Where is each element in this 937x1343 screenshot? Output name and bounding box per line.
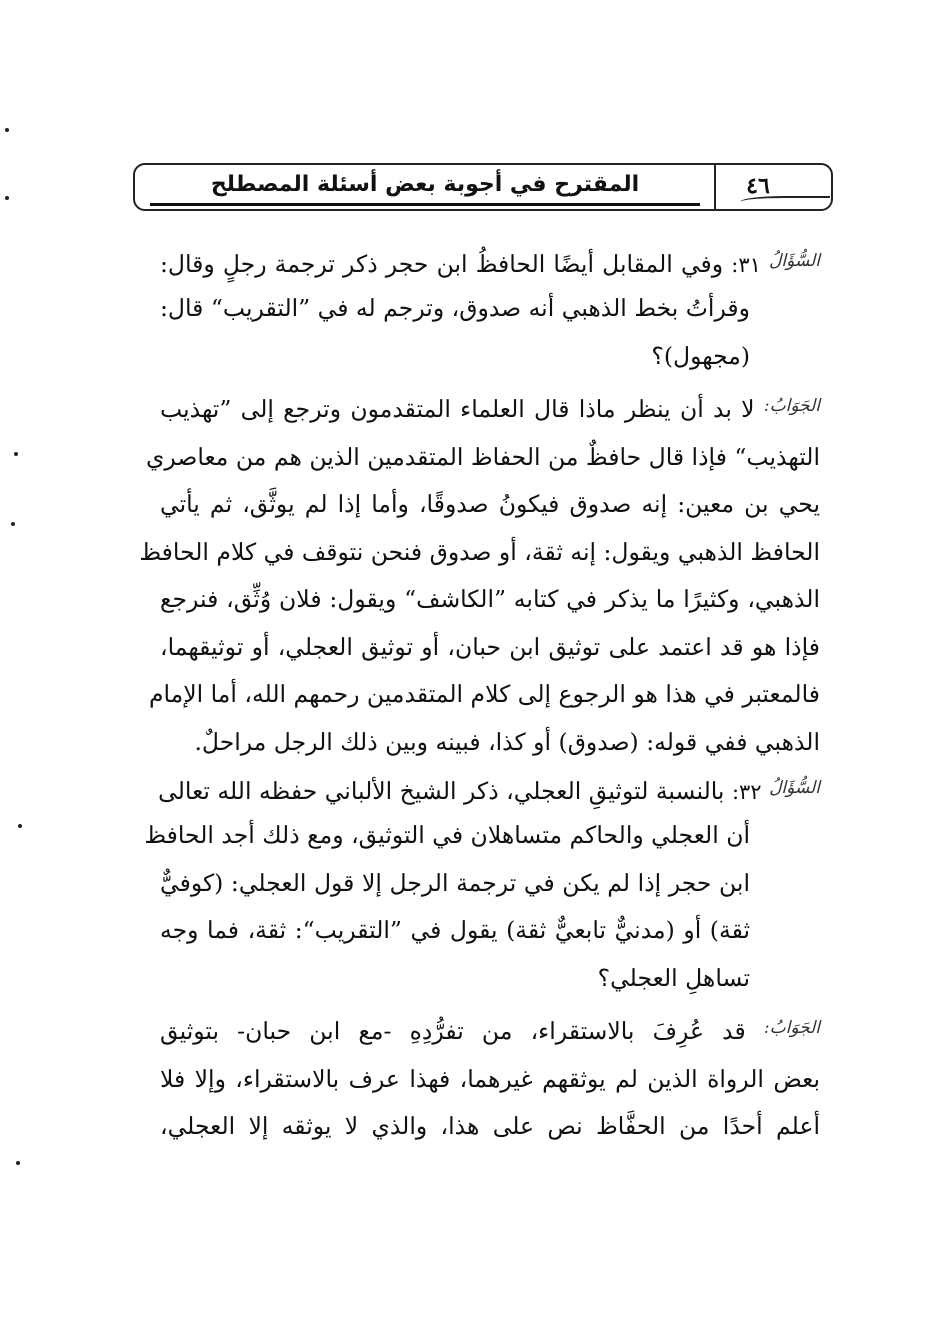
answer-marker: الجَوَابُ: <box>763 1018 820 1038</box>
question-number: ٣٢: <box>731 780 762 804</box>
question-32-line-1 <box>160 765 820 817</box>
text-line: ابن حجر إذا لم يكن في ترجمة الرجل إلا قول العجلي: (كوفيٌّ <box>160 868 750 897</box>
scan-speck <box>11 522 15 526</box>
scan-speck <box>16 1161 20 1165</box>
answer-32 <box>160 1005 820 1151</box>
text-line: لا بد أن ينظر ماذا قال العلماء المتقدمون وترجع إلى ”تهذيب <box>160 395 755 423</box>
text-line: بالنسبة لتوثيقِ العجلي، ذكر الشيخ الألباني حفظه الله تعالى <box>158 777 725 805</box>
text-line: فإذا هو قد اعتمد على توثيق ابن حبان، أو توثيق العجلي، أو توثيقهما، <box>160 632 820 661</box>
question-31 <box>160 238 820 290</box>
question-31-line-1 <box>160 238 820 290</box>
answer-marker: الجَوَابُ: <box>763 396 820 416</box>
question-32-continuation <box>144 812 750 1002</box>
question-marker: السُّؤَالُ <box>769 251 820 271</box>
running-header-title: المقترح في أجوبة بعض أسئلة المصطلح <box>150 169 700 206</box>
question-32 <box>160 765 820 817</box>
question-31-continuation <box>160 285 750 380</box>
text-line: يحي بن معين: إنه صدوق فيكونُ صدوقًا، وأما إذا لم يوثَّق، ثم يأتي <box>160 490 820 518</box>
scan-speck <box>14 452 18 456</box>
text-line: تساهلِ العجلي؟ <box>597 963 750 992</box>
text-line: أعلم أحدًا من الحفَّاظ نص على هذا، والذي لا يوثقه إلا العجلي، <box>160 1112 820 1140</box>
text-line: ثقة) أو (مدنيٌّ تابعيٌّ ثقة) يقول في ”التقريب“: ثقة، فما وجه <box>160 916 750 944</box>
text-line: أن العجلي والحاكم متساهلان في التوثيق، ومع ذلك أجد الحافظ <box>144 821 750 849</box>
text-line: الذهبي ففي قوله: (صدوق) أو كذا، فبينه وبين ذلك الرجل مراحلٌ. <box>194 727 820 756</box>
text-line: الذهبي، وكثيرًا ما يذكر في كتابه ”الكاشف“ ويقول: فلان وُثِّق، فنرجع <box>160 585 820 613</box>
text-line: التهذيب“ فإذا قال حافظٌ من الحفاظ المتقدمين الذين هم من معاصري <box>146 442 820 471</box>
text-line: وقرأتُ بخط الذهبي أنه صدوق، وترجم له في ”التقريب“ قال: <box>160 294 750 322</box>
text-line: قد عُرِفَ بالاستقراء، من تفرُّدِهِ -مع ابن حبان- بتوثيق <box>160 1017 746 1045</box>
page-number: ٤٦ <box>746 173 770 199</box>
question-number: ٣١: <box>731 253 761 277</box>
page-tab-ornament <box>740 196 830 208</box>
answer-32-line-1 <box>160 1005 820 1056</box>
scan-speck <box>5 128 9 132</box>
text-line: بعض الرواة الذين لم يوثقهم غيرهما، فهذا عرف بالاستقراء، وإلا فلا <box>160 1064 820 1093</box>
text-line: وفي المقابل أيضًا الحافظُ ابن حجر ذكر ترجمة رجلٍ وقال: <box>160 250 724 278</box>
header-divider <box>714 163 716 211</box>
answer-31 <box>139 383 820 766</box>
text-line: الحافظ الذهبي ويقول: إنه ثقة، أو صدوق فنحن نتوقف في كلام الحافظ <box>139 537 820 566</box>
text-line: فالمعتبر في هذا هو الرجوع إلى كلام المتقدمين رحمهم الله، أما الإمام <box>148 680 820 708</box>
scan-speck <box>5 196 9 200</box>
text-line: (مجهول)؟ <box>651 341 750 370</box>
question-marker: السُّؤَالُ <box>769 778 820 798</box>
answer-31-line-1 <box>160 383 820 434</box>
scan-speck <box>18 824 22 828</box>
